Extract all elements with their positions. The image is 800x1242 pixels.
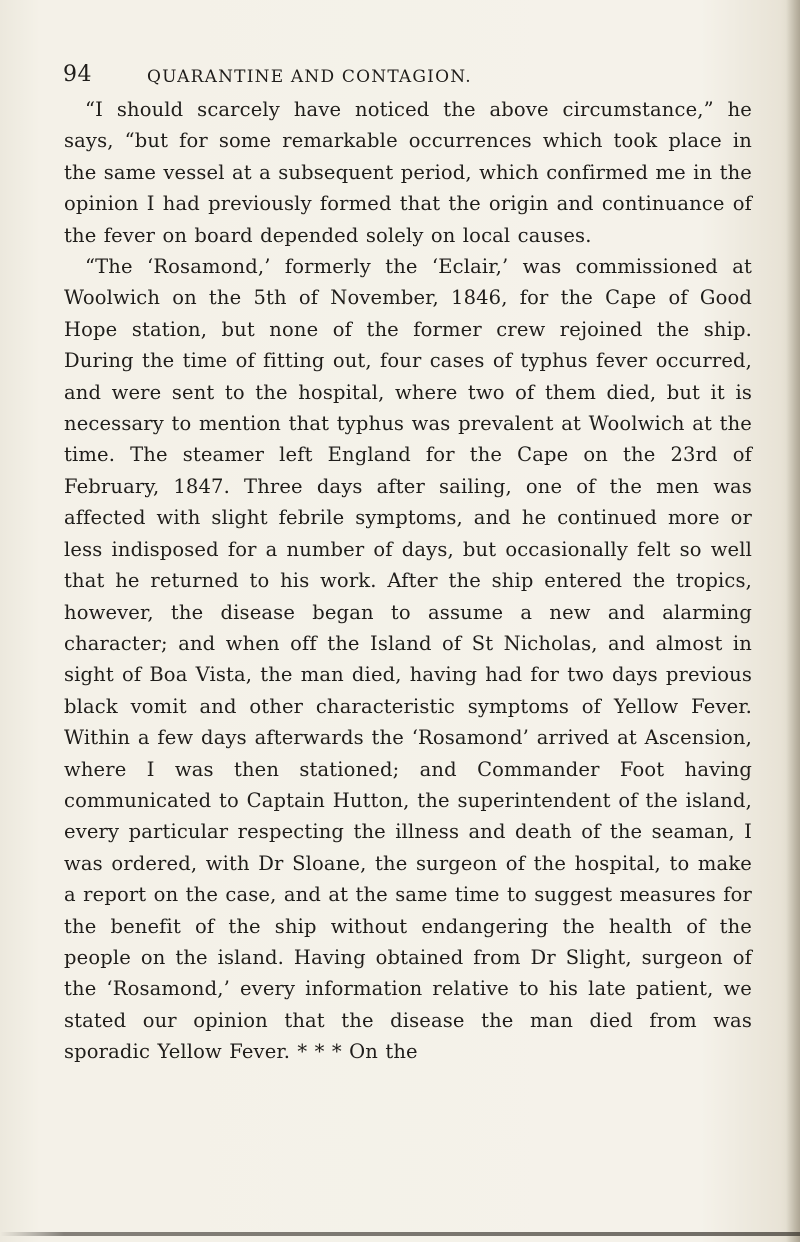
bottom-edge-rule: [0, 1232, 800, 1236]
page-number: 94: [63, 62, 92, 87]
page-header: [63, 60, 753, 94]
paragraph-1: “I should scarcely have noticed the above circumstance,” he says, “but for some remarkable occurrences which took place in the same vessel at a subsequent period, which confirmed me in the opinion I had previously formed that the origin and continuance of the fever on board depended solely on local causes.: [64, 98, 752, 247]
page-edge-shadow: [786, 0, 800, 1242]
paragraph-2: “The ‘Rosamond,’ formerly the ‘Eclair,’ was commissioned at Woolwich on the 5th of November, 1846, for the Cape of Good Hope station, but none of the former crew rejoined the ship. During the time of fitting out, four cases of typhus fever occurred, and were sent to the hospital, where two of them died, but it is necessary to mention that typhus was prevalent at Woolwich at the time. The steamer left England for the Cape on the 23rd of February, 1847. Three days after sailing, one of the men was affected with slight febrile symptoms, and he continued more or less indisposed for a number of days, but occasionally felt so well that he returned to his work. After the ship entered the tropics, however, the disease began to assume a new and alarming character; and when off the Island of St Nicholas, and almost in sight of Boa Vista, the man died, having had for two days previous black vomit and other characteristic symptoms of Yellow Fever. Within a few days afterwards the ‘Rosamond’ arrived at Ascension, where I was then stationed; and Commander Foot having communicated to Captain Hutton, the superintendent of the island, every particular respecting the illness and death of the seaman, I was ordered, with Dr Sloane, the surgeon of the hospital, to make a report on the case, and at the same time to suggest measures for the benefit of the ship without endangering the health of the people on the island. Having obtained from Dr Slight, surgeon of the ‘Rosamond,’ every information relative to his late patient, we stated our opinion that the disease the man died from was sporadic Yellow Fever. * * * On the: [64, 255, 752, 1064]
running-head: QUARANTINE AND CONTAGION.: [147, 67, 472, 87]
body-text: [64, 94, 752, 1068]
